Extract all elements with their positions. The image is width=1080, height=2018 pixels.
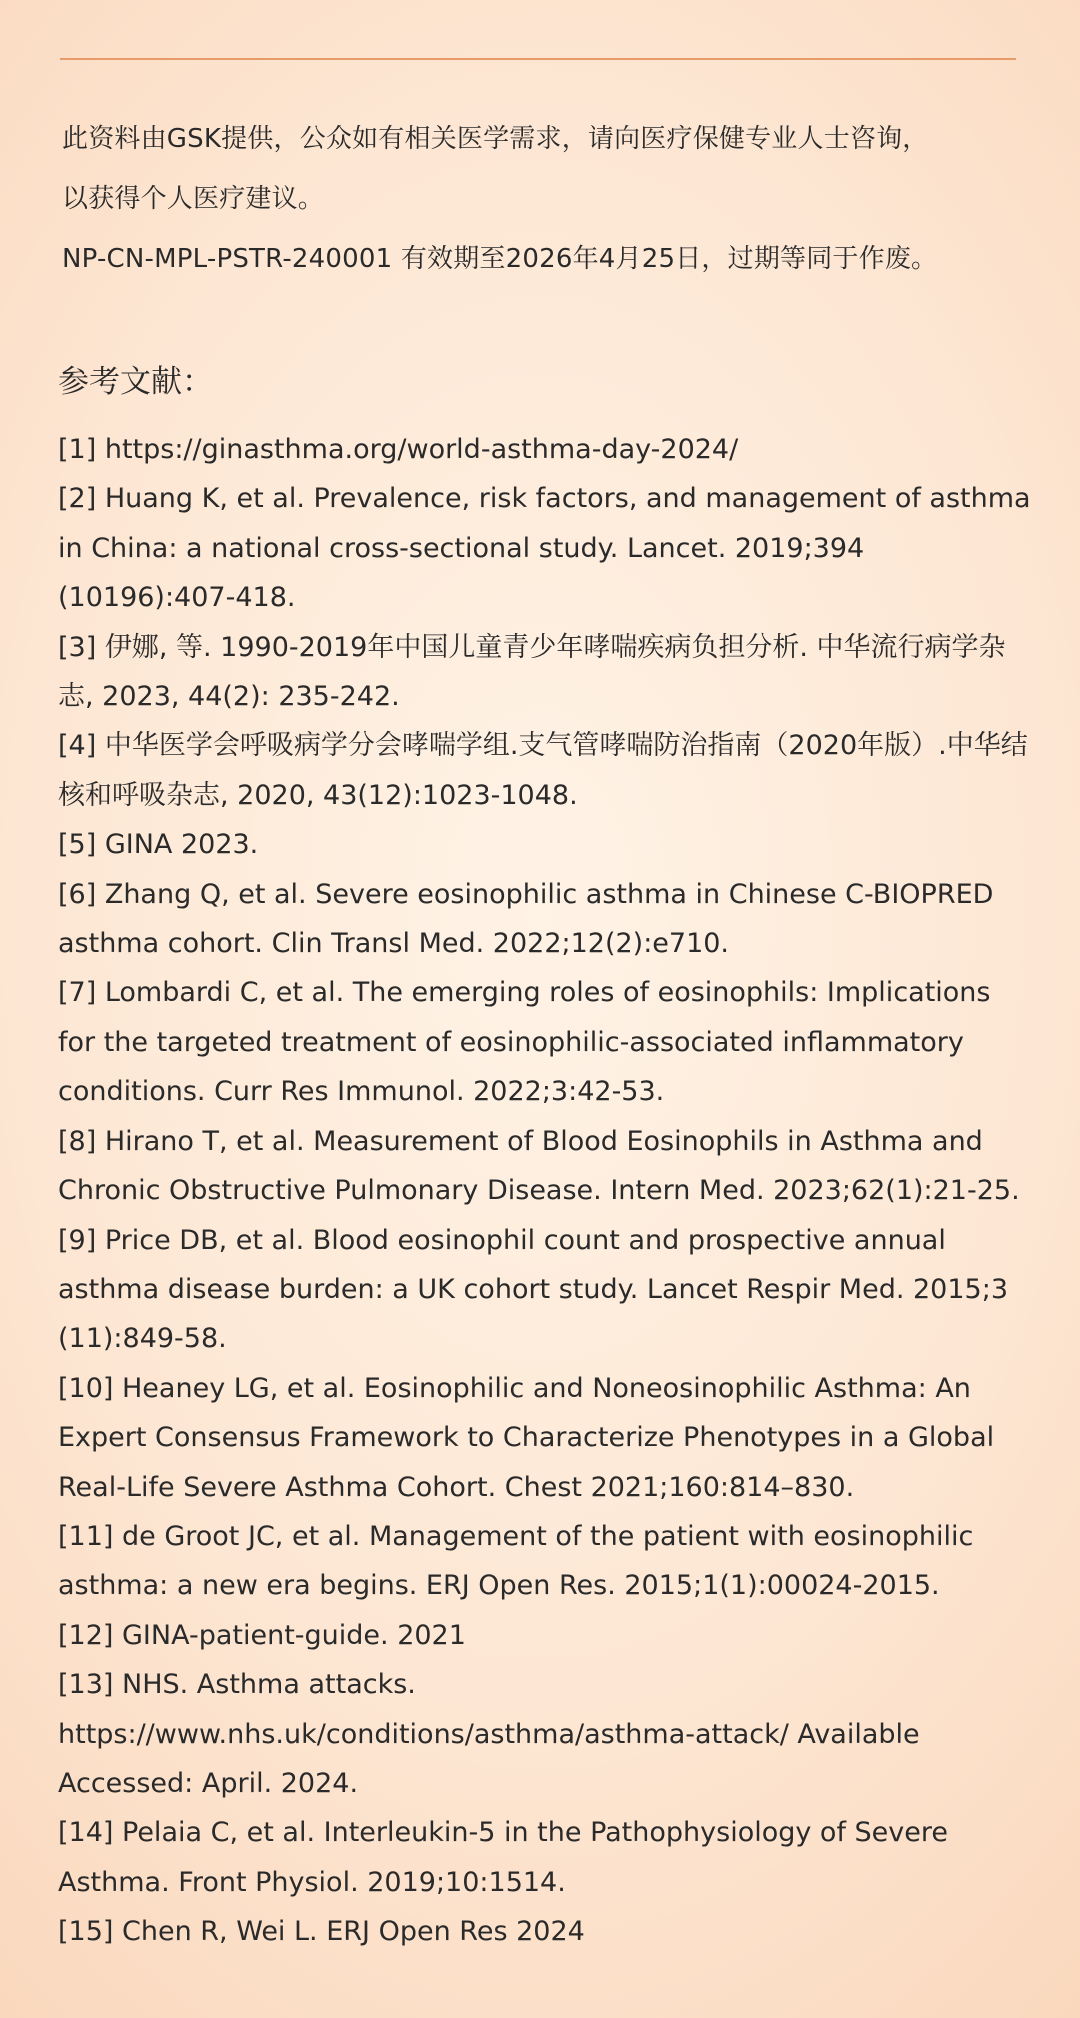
approval-code-line: NP-CN-MPL-PSTR-240001 有效期至2026年4月25日，过期等同于作废。 [62, 244, 938, 274]
reference-item: [1] https://ginasthma.org/world-asthma-day-2024/ [58, 434, 739, 465]
references-title: 参考文献： [58, 364, 213, 400]
top-divider [60, 58, 1016, 60]
reference-item: [12] GINA-patient-guide. 2021 [58, 1619, 466, 1651]
disclaimer-block [62, 124, 1022, 304]
reference-item: [8] Hirano T, et al. Measurement of Blood Eosinophils in Asthma and Chronic Obstructive Pulmonary Disease. Intern Med. 2023;62(1):21-25. [58, 1125, 1020, 1207]
reference-item: [5] GINA 2023. [58, 829, 259, 861]
disclaimer-line: 以获得个人医疗建议。 [62, 184, 325, 214]
references-list [58, 425, 1034, 1957]
reference-item: [13] NHS. Asthma attacks. https://www.nhs.uk/conditions/asthma/asthma-attack/ Available Accessed: April. 2024. [58, 1669, 920, 1799]
reference-item: [7] Lombardi C, et al. The emerging roles of eosinophils: Implications for the targeted treatment of eosinophilic-associated inflammatory conditions. Curr Res Immunol. 2022;3:42-53. [58, 977, 991, 1108]
reference-item: [14] Pelaia C, et al. Interleukin-5 in the Pathophysiology of Severe Asthma. Front Physiol. 2019;10:1514. [58, 1817, 948, 1898]
reference-item: [4] 中华医学会呼吸病学分会哮喘学组.支气管哮喘防治指南（2020年版）.中华结核和呼吸杂志, 2020, 43(12):1023-1048. [58, 730, 1028, 811]
reference-item: [9] Price DB, et al. Blood eosinophil count and prospective annual asthma disease burden: a UK cohort study. Lancet Respir Med. 2015;3 (11):849-58. [58, 1224, 1008, 1355]
reference-item: [15] Chen R, Wei L. ERJ Open Res 2024 [58, 1916, 585, 1948]
reference-item: [2] Huang K, et al. Prevalence, risk factors, and management of asthma in China: a national cross-sectional study. Lancet. 2019;394 (10196):407-418. [58, 483, 1031, 614]
reference-item: [3] 伊娜, 等. 1990-2019年中国儿童青少年哮喘疾病负担分析. 中华流行病学杂志, 2023, 44(2): 235-242. [58, 631, 1006, 713]
reference-item: [6] Zhang Q, et al. Severe eosinophilic asthma in Chinese C-BIOPRED asthma cohort. Clin Transl Med. 2022;12(2):e710. [58, 878, 994, 960]
disclaimer-line: 此资料由GSK提供，公众如有相关医学需求，请向医疗保健专业人士咨询， [62, 124, 929, 154]
reference-item: [11] de Groot JC, et al. Management of the patient with eosinophilic asthma: a new era begins. ERJ Open Res. 2015;1(1):00024-2015. [58, 1520, 974, 1602]
reference-item: [10] Heaney LG, et al. Eosinophilic and Noneosinophilic Asthma: An Expert Consensus Framework to Characterize Phenotypes in a Global Real-Life Severe Asthma Cohort. Chest 2021;160:814–830. [58, 1372, 995, 1503]
